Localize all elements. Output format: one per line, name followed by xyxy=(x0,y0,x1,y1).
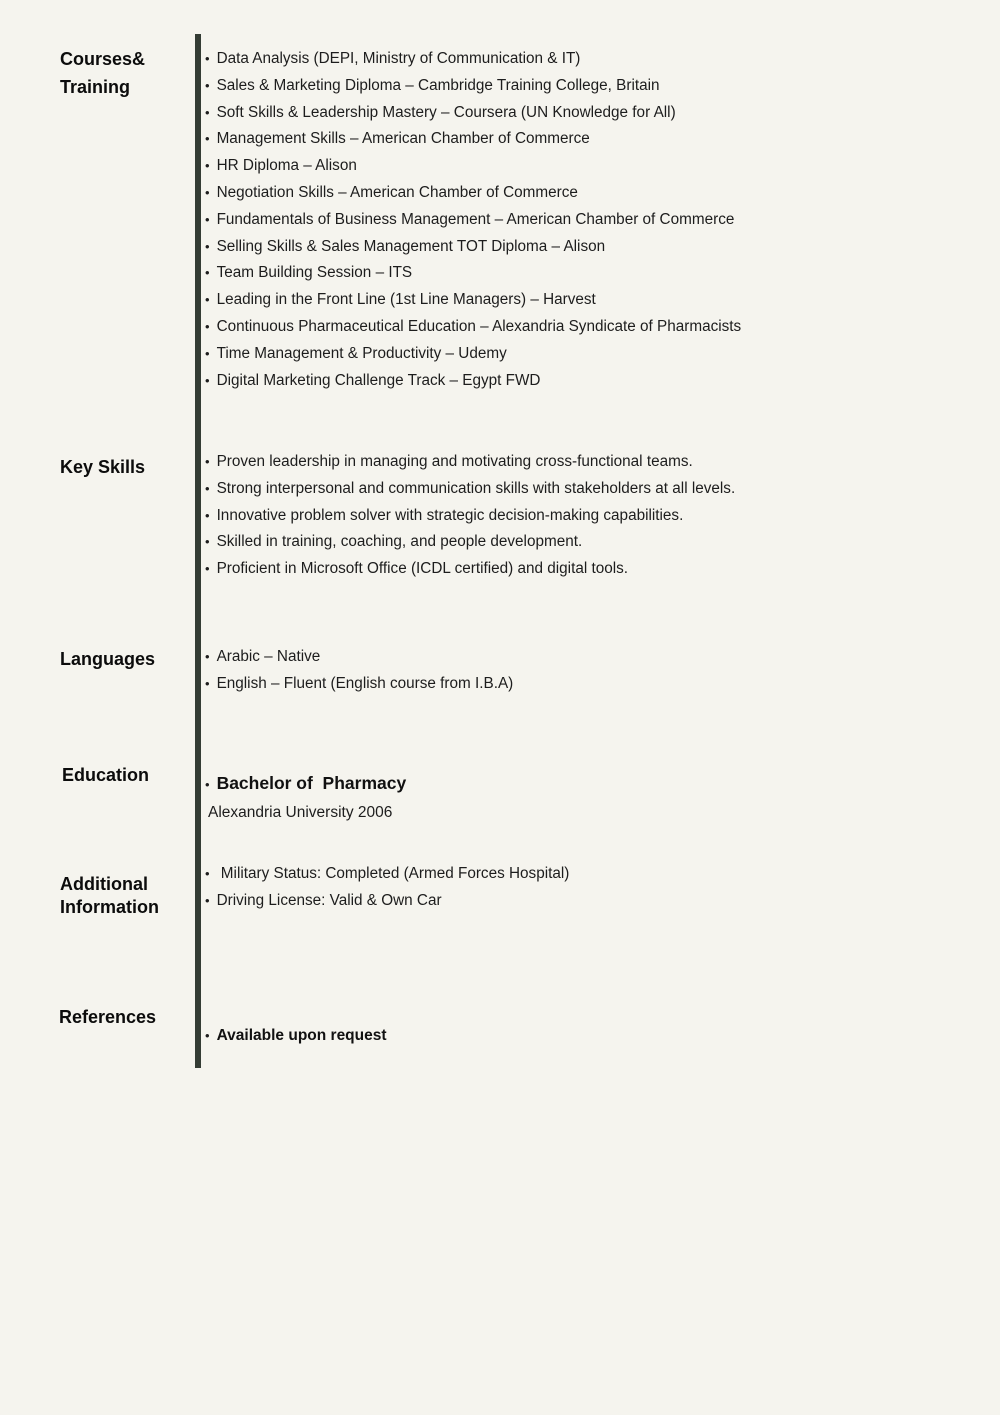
bullet-icon: • xyxy=(205,372,210,388)
bullet-icon: • xyxy=(205,318,210,334)
list-item xyxy=(205,260,965,287)
heading-line-1: Key Skills xyxy=(60,457,146,477)
list-item-text: Proven leadership in managing and motivating cross-functional teams. xyxy=(216,453,693,470)
bullet-icon: • xyxy=(205,238,210,254)
list-item xyxy=(205,861,965,888)
bullet-icon: • xyxy=(205,866,210,881)
list-item xyxy=(205,476,965,503)
bullet-icon: • xyxy=(205,507,210,523)
key-skills-list xyxy=(205,449,965,583)
list-item xyxy=(205,368,965,395)
bullet-icon: • xyxy=(205,51,210,66)
list-item-text: Leading in the Front Line (1st Line Managers) – Harvest xyxy=(216,291,596,309)
bullet-icon: • xyxy=(205,534,210,550)
list-item-text: Negotiation Skills – American Chamber of Commerce xyxy=(216,183,578,201)
education-degree xyxy=(205,769,406,799)
list-item xyxy=(205,529,965,556)
list-item xyxy=(205,207,965,234)
heading-line-2: Training xyxy=(60,77,131,97)
section-heading-courses-training xyxy=(60,45,200,101)
bullet-icon: • xyxy=(205,561,210,577)
bullet-icon: • xyxy=(205,777,210,792)
list-item xyxy=(205,644,965,671)
bullet-icon: • xyxy=(205,292,210,308)
list-item xyxy=(205,503,965,530)
list-item-text: Arabic – Native xyxy=(216,648,321,665)
list-item xyxy=(205,46,965,73)
list-item xyxy=(205,180,965,207)
languages-list xyxy=(205,644,965,698)
list-item-text: Continuous Pharmaceutical Education – Alexandria Syndicate of Pharmacists xyxy=(216,317,742,335)
list-item-text: Team Building Session – ITS xyxy=(216,264,413,282)
list-item-text: English – Fluent (English course from I.B.A) xyxy=(216,674,514,692)
list-item-text: Skilled in training, coaching, and people development. xyxy=(216,533,583,551)
bullet-icon: • xyxy=(205,77,210,93)
list-item xyxy=(205,234,965,261)
bullet-icon: • xyxy=(205,454,210,469)
section-heading-references xyxy=(59,1003,199,1031)
list-item xyxy=(205,153,965,180)
heading-line-1: References xyxy=(59,1007,157,1027)
degree-text: Bachelor of Pharmacy xyxy=(216,773,407,793)
bullet-icon: • xyxy=(205,345,210,361)
education-university: Alexandria University 2006 xyxy=(208,804,393,821)
list-item xyxy=(205,126,965,153)
list-item xyxy=(205,100,965,127)
list-item-text: Fundamentals of Business Management – American Chamber of Commerce xyxy=(216,210,735,228)
additional-information-list xyxy=(205,861,965,915)
list-item xyxy=(205,287,965,314)
list-item xyxy=(205,449,965,476)
bullet-icon: • xyxy=(205,184,210,200)
bullet-icon: • xyxy=(205,131,210,147)
heading-line-1: Courses& xyxy=(60,49,146,69)
bullet-icon: • xyxy=(205,158,210,174)
bullet-icon: • xyxy=(205,675,210,691)
list-item-text: Digital Marketing Challenge Track – Egypt FWD xyxy=(216,371,541,389)
heading-line-2: Information xyxy=(60,897,159,917)
bullet-icon: • xyxy=(205,480,210,496)
list-item-text: Innovative problem solver with strategic decision-making capabilities. xyxy=(216,506,684,524)
list-item xyxy=(205,341,965,368)
heading-line-1: Additional xyxy=(60,874,148,894)
list-item xyxy=(205,73,965,100)
list-item xyxy=(205,888,965,915)
list-item-text: Data Analysis (DEPI, Ministry of Communication & IT) xyxy=(216,50,581,67)
references-note xyxy=(205,1023,387,1049)
heading-line-1: Education xyxy=(62,765,150,785)
section-heading-key-skills xyxy=(60,453,200,481)
heading-line-1: Languages xyxy=(60,649,156,669)
bullet-icon: • xyxy=(205,211,210,227)
list-item-text: Military Status: Completed (Armed Forces Hospital) xyxy=(216,865,570,882)
list-item-text: Selling Skills & Sales Management TOT Diploma – Alison xyxy=(216,237,606,255)
section-heading-education xyxy=(62,761,202,789)
list-item-text: HR Diploma – Alison xyxy=(216,157,357,175)
list-item-text: Driving License: Valid & Own Car xyxy=(216,891,442,909)
list-item-text: Management Skills – American Chamber of Commerce xyxy=(216,130,590,148)
list-item xyxy=(205,314,965,341)
section-heading-languages xyxy=(60,645,200,673)
section-heading-additional-information xyxy=(60,873,200,919)
bullet-icon: • xyxy=(205,1028,210,1043)
bullet-icon: • xyxy=(205,892,210,908)
list-item-text: Time Management & Productivity – Udemy xyxy=(216,344,507,362)
bullet-icon: • xyxy=(205,649,210,664)
list-item-text: Proficient in Microsoft Office (ICDL certified) and digital tools. xyxy=(216,560,629,578)
courses-training-list xyxy=(205,46,965,394)
list-item-text: Soft Skills & Leadership Mastery – Coursera (UN Knowledge for All) xyxy=(216,103,676,121)
list-item-text: Sales & Marketing Diploma – Cambridge Training College, Britain xyxy=(216,76,660,94)
list-item xyxy=(205,556,965,583)
bullet-icon: • xyxy=(205,104,210,120)
bullet-icon: • xyxy=(205,265,210,281)
list-item xyxy=(205,671,965,698)
list-item-text: Strong interpersonal and communication skills with stakeholders at all levels. xyxy=(216,479,736,497)
references-note-text: Available upon request xyxy=(216,1027,387,1044)
